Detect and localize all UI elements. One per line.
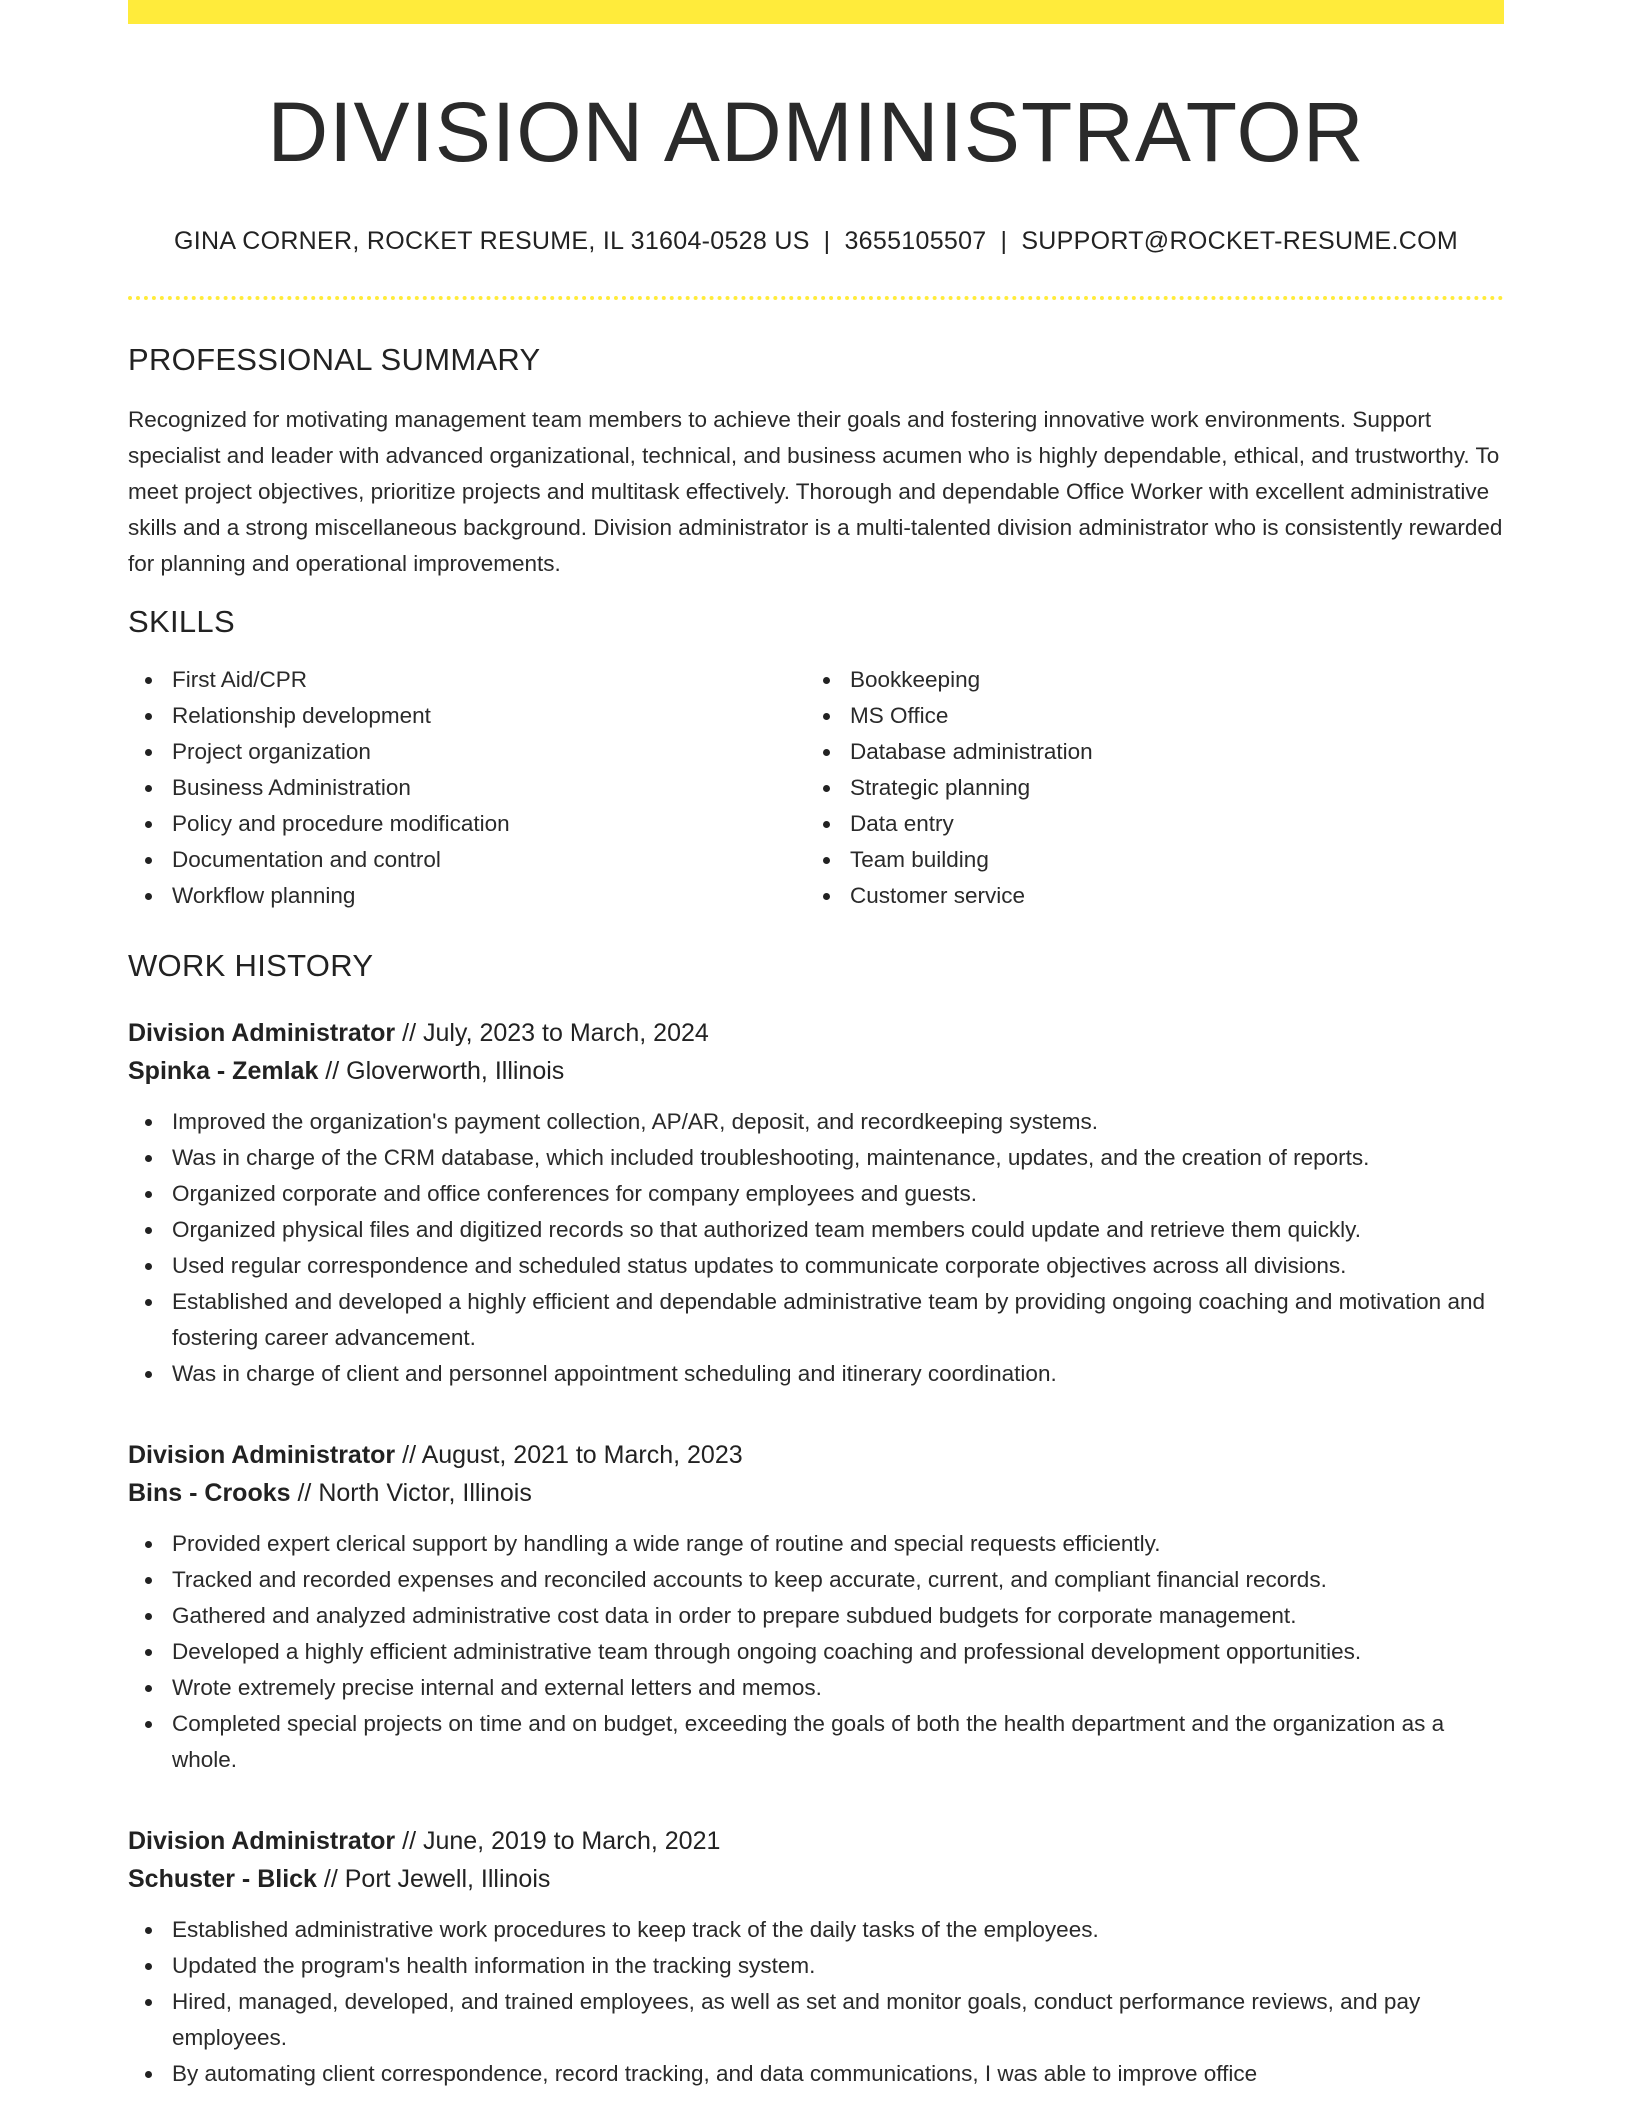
job-dates: July, 2023 to March, 2024 bbox=[422, 1019, 709, 1048]
job-separator: // bbox=[395, 1441, 422, 1470]
job-separator: // bbox=[316, 1865, 345, 1894]
job-company-line bbox=[128, 1052, 1504, 1090]
job-dates: August, 2021 to March, 2023 bbox=[421, 1441, 743, 1470]
job-dates: June, 2019 to March, 2021 bbox=[422, 1827, 721, 1856]
skill-item: Bookkeeping bbox=[806, 662, 1484, 698]
job-bullet: Organized corporate and office conferences for company employees and guests. bbox=[128, 1176, 1504, 1212]
job-entry bbox=[128, 1822, 1504, 2092]
skills-column-right bbox=[806, 662, 1484, 914]
skill-item: Business Administration bbox=[128, 770, 806, 806]
contact-separator: | bbox=[1000, 226, 1008, 255]
job-title: Division Administrator bbox=[128, 1441, 396, 1470]
job-bullet: Was in charge of client and personnel appointment scheduling and itinerary coordination. bbox=[128, 1356, 1504, 1392]
job-bullet: Tracked and recorded expenses and reconciled accounts to keep accurate, current, and compliant financial records. bbox=[128, 1562, 1504, 1598]
section-heading-summary: PROFESSIONAL SUMMARY bbox=[128, 341, 541, 377]
job-bullets bbox=[128, 1104, 1504, 1392]
job-bullet: Gathered and analyzed administrative cost data in order to prepare subdued budgets for corporate management. bbox=[128, 1598, 1504, 1634]
skill-item: Workflow planning bbox=[128, 878, 806, 914]
skill-item: Strategic planning bbox=[806, 770, 1484, 806]
job-bullet: Established and developed a highly efficient and dependable administrative team by providing ongoing coaching and motivation and fostering career advancement. bbox=[128, 1284, 1504, 1356]
job-title: Division Administrator bbox=[128, 1827, 396, 1856]
work-history-list bbox=[128, 1014, 1504, 2092]
job-company-line bbox=[128, 1474, 1504, 1512]
job-location: North Victor, Illinois bbox=[318, 1479, 532, 1508]
job-entry bbox=[128, 1014, 1504, 1392]
job-company: Bins - Crooks bbox=[128, 1479, 291, 1508]
contact-email: SUPPORT@ROCKET-RESUME.COM bbox=[1021, 226, 1458, 255]
resume-title: DIVISION ADMINISTRATOR bbox=[267, 85, 1365, 179]
contact-address: GINA CORNER, ROCKET RESUME, IL 31604-0528 US bbox=[174, 226, 810, 255]
job-bullet: Wrote extremely precise internal and external letters and memos. bbox=[128, 1670, 1504, 1706]
job-bullets bbox=[128, 1526, 1504, 1778]
skill-item: Database administration bbox=[806, 734, 1484, 770]
contact-line bbox=[128, 227, 1504, 256]
job-bullet: Established administrative work procedures to keep track of the daily tasks of the employees. bbox=[128, 1912, 1504, 1948]
job-bullet: Hired, managed, developed, and trained employees, as well as set and monitor goals, conduct performance reviews, and pay employees. bbox=[128, 1984, 1504, 2056]
job-location: Gloverworth, Illinois bbox=[346, 1057, 565, 1086]
job-separator: // bbox=[395, 1827, 423, 1856]
job-separator: // bbox=[395, 1019, 423, 1048]
skill-item: MS Office bbox=[806, 698, 1484, 734]
job-title-line bbox=[128, 1436, 1504, 1474]
job-bullet: Improved the organization's payment collection, AP/AR, deposit, and recordkeeping systems. bbox=[128, 1104, 1504, 1140]
job-company-line bbox=[128, 1860, 1504, 1898]
contact-phone: 3655105507 bbox=[844, 226, 987, 255]
skill-item: Project organization bbox=[128, 734, 806, 770]
summary-text: Recognized for motivating management team members to achieve their goals and fostering innovative work environments. Support specialist and leader with advanced organizational, technical, and business acumen who is highly dependable, ethical, and trustworthy. To meet project objectives, prioritize projects and multitask effectively. Thorough and dependable Office Worker with excellent administrative skills and a strong miscellaneous background. Division administrator is a multi-talented division administrator who is consistently rewarded for planning and operational improvements. bbox=[128, 406, 1503, 576]
accent-top-bar bbox=[128, 0, 1504, 24]
job-bullets bbox=[128, 1912, 1504, 2092]
job-title: Division Administrator bbox=[128, 1019, 396, 1048]
skill-item: Documentation and control bbox=[128, 842, 806, 878]
skill-item: Customer service bbox=[806, 878, 1484, 914]
job-title-line bbox=[128, 1822, 1504, 1860]
skill-item: Data entry bbox=[806, 806, 1484, 842]
job-separator: // bbox=[290, 1479, 319, 1508]
contact-separator: | bbox=[823, 226, 831, 255]
resume-page bbox=[128, 0, 1504, 2092]
skill-item: Policy and procedure modification bbox=[128, 806, 806, 842]
skills-column-left bbox=[128, 662, 806, 914]
job-company: Spinka - Zemlak bbox=[128, 1057, 319, 1086]
job-entry bbox=[128, 1436, 1504, 1778]
job-title-line bbox=[128, 1014, 1504, 1052]
job-company: Schuster - Blick bbox=[128, 1865, 317, 1894]
skill-item: Team building bbox=[806, 842, 1484, 878]
job-bullet: By automating client correspondence, record tracking, and data communications, I was able to improve office bbox=[128, 2056, 1504, 2092]
job-bullet: Was in charge of the CRM database, which included troubleshooting, maintenance, updates, and the creation of reports. bbox=[128, 1140, 1504, 1176]
job-separator: // bbox=[318, 1057, 347, 1086]
skill-item: Relationship development bbox=[128, 698, 806, 734]
job-bullet: Updated the program's health information in the tracking system. bbox=[128, 1948, 1504, 1984]
job-location: Port Jewell, Illinois bbox=[344, 1865, 551, 1894]
skills-list bbox=[128, 662, 1504, 914]
job-bullet: Provided expert clerical support by handling a wide range of routine and special requests efficiently. bbox=[128, 1526, 1504, 1562]
job-bullet: Completed special projects on time and on budget, exceeding the goals of both the health department and the organization as a whole. bbox=[128, 1706, 1504, 1778]
job-bullet: Used regular correspondence and scheduled status updates to communicate corporate objectives across all divisions. bbox=[128, 1248, 1504, 1284]
job-bullet: Developed a highly efficient administrative team through ongoing coaching and professional development opportunities. bbox=[128, 1634, 1504, 1670]
section-heading-work-history: WORK HISTORY bbox=[128, 948, 374, 984]
skill-item: First Aid/CPR bbox=[128, 662, 806, 698]
section-heading-skills: SKILLS bbox=[128, 604, 235, 640]
dotted-divider bbox=[128, 296, 1504, 300]
job-bullet: Organized physical files and digitized records so that authorized team members could update and retrieve them quickly. bbox=[128, 1212, 1504, 1248]
